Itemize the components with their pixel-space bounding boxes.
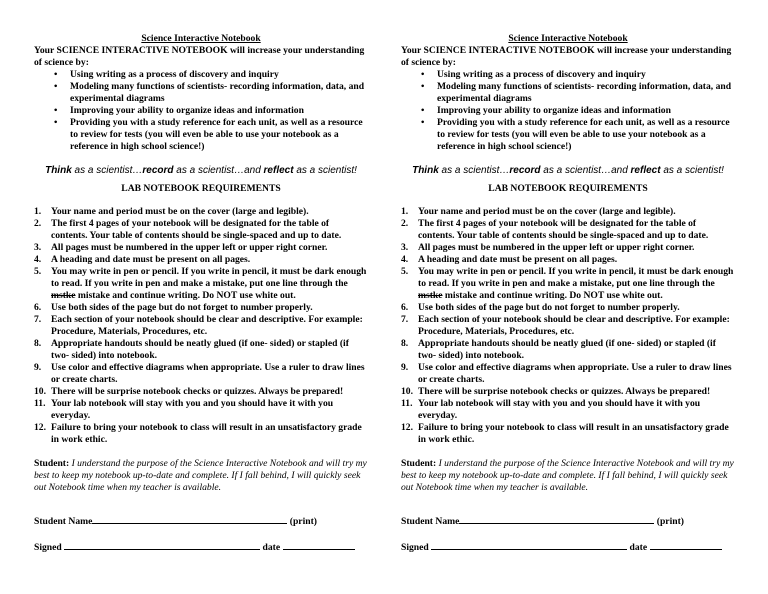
list-item: • Modeling many functions of scientists- recording information, data, and experimental diagrams bbox=[70, 81, 368, 105]
requirement-number: 9. bbox=[401, 362, 409, 373]
requirement-text: Use both sides of the page but do not forget to number properly. bbox=[51, 302, 313, 313]
requirement-text: All pages must be numbered in the upper left or upper right corner. bbox=[418, 242, 695, 253]
list-item: • Providing you with a study reference for each unit, as well as a resource to review for tests (you will even be able to use your notebook as a reference in high school science!) bbox=[70, 117, 368, 153]
requirement-text: Appropriate handouts should be neatly glued (if one- sided) or stapled (if two- sided) into notebook. bbox=[51, 338, 349, 361]
requirement-number: 8. bbox=[401, 338, 409, 349]
list-item: • Modeling many functions of scientists- recording information, data, and experimental diagrams bbox=[437, 81, 735, 105]
benefits-list bbox=[401, 69, 735, 153]
requirement-number: 7. bbox=[401, 314, 409, 325]
signed-label: Signed bbox=[401, 542, 429, 553]
handout-title: Science Interactive Notebook bbox=[508, 33, 628, 44]
requirement-text: Use color and effective diagrams when appropriate. Use a ruler to draw lines or create charts. bbox=[418, 362, 732, 385]
requirement-number: 4. bbox=[34, 254, 42, 265]
requirement-number: 12. bbox=[34, 422, 46, 433]
requirement-item bbox=[401, 266, 735, 302]
struck-word: mstke bbox=[51, 290, 76, 301]
requirement-number: 9. bbox=[34, 362, 42, 373]
requirement-item bbox=[401, 206, 735, 218]
requirement-number: 3. bbox=[401, 242, 409, 253]
requirement-item bbox=[34, 386, 368, 398]
signature-field[interactable] bbox=[64, 540, 260, 550]
motto bbox=[401, 164, 735, 177]
requirement-text: Appropriate handouts should be neatly glued (if one- sided) or stapled (if two- sided) into notebook. bbox=[418, 338, 716, 361]
requirement-text: A heading and date must be present on all pages. bbox=[51, 254, 251, 265]
requirement-text: The first 4 pages of your notebook will be designated for the table of contents. Your table of contents should be single-spaced and up to date. bbox=[51, 218, 342, 241]
student-name-label: Student Name bbox=[401, 516, 460, 527]
motto-record: record bbox=[142, 165, 174, 176]
requirement-number: 11. bbox=[401, 398, 413, 409]
signed-label: Signed bbox=[34, 542, 62, 553]
requirement-item bbox=[401, 254, 735, 266]
requirement-text: Your name and period must be on the cover (large and legible). bbox=[51, 206, 309, 217]
requirement-item bbox=[401, 422, 735, 446]
motto-part2: as a scientist…and bbox=[540, 165, 631, 176]
motto-think: Think bbox=[412, 165, 439, 176]
student-statement bbox=[401, 458, 735, 494]
requirement-number: 8. bbox=[34, 338, 42, 349]
requirement-text: mistake and continue writing. Do NOT use white out. bbox=[442, 290, 663, 301]
requirement-item bbox=[401, 314, 735, 338]
requirement-item bbox=[34, 206, 368, 218]
list-item: • Providing you with a study reference for each unit, as well as a resource to review for tests (you will even be able to use your notebook as a reference in high school science!) bbox=[437, 117, 735, 153]
requirement-item bbox=[34, 422, 368, 446]
requirement-number: 11. bbox=[34, 398, 46, 409]
requirement-item bbox=[34, 314, 368, 338]
benefits-list bbox=[34, 69, 368, 153]
requirement-text: mistake and continue writing. Do NOT use white out. bbox=[75, 290, 296, 301]
date-label: date bbox=[629, 542, 648, 553]
requirement-item bbox=[34, 266, 368, 302]
requirement-item bbox=[401, 218, 735, 242]
requirement-item bbox=[34, 338, 368, 362]
requirement-item bbox=[401, 242, 735, 254]
motto-reflect: reflect bbox=[263, 165, 294, 176]
requirement-text: Your lab notebook will stay with you and you should have it with you everyday. bbox=[51, 398, 334, 421]
student-statement-text: I understand the purpose of the Science Interactive Notebook and will try my best to keep my notebook up-to-date and complete. If I fall behind, I will quickly seek out Notebook time when my teacher is available. bbox=[401, 458, 734, 493]
requirement-text: A heading and date must be present on all pages. bbox=[418, 254, 618, 265]
student-label: Student: bbox=[34, 458, 70, 469]
motto bbox=[34, 164, 368, 177]
signed-row bbox=[34, 540, 368, 554]
motto-record: record bbox=[509, 165, 541, 176]
requirement-number: 7. bbox=[34, 314, 42, 325]
list-item: • Improving your ability to organize ideas and information bbox=[437, 105, 735, 117]
signature-field[interactable] bbox=[431, 540, 627, 550]
requirement-item bbox=[401, 398, 735, 422]
requirement-number: 2. bbox=[401, 218, 409, 229]
student-statement bbox=[34, 458, 368, 494]
student-statement-text: I understand the purpose of the Science Interactive Notebook and will try my best to keep my notebook up-to-date and complete. If I fall behind, I will quickly seek out Notebook time when my teacher is available. bbox=[34, 458, 367, 493]
requirement-number: 3. bbox=[34, 242, 42, 253]
handout-title: Science Interactive Notebook bbox=[141, 33, 261, 44]
requirement-number: 1. bbox=[34, 206, 42, 217]
signed-row bbox=[401, 540, 735, 554]
motto-think: Think bbox=[45, 165, 72, 176]
requirement-item bbox=[401, 338, 735, 362]
requirement-number: 5. bbox=[401, 266, 409, 277]
requirement-text: Your lab notebook will stay with you and you should have it with you everyday. bbox=[418, 398, 701, 421]
student-name-row bbox=[401, 514, 735, 528]
list-item: • Using writing as a process of discovery and inquiry bbox=[437, 69, 735, 81]
requirement-number: 1. bbox=[401, 206, 409, 217]
student-name-row bbox=[34, 514, 368, 528]
date-field[interactable] bbox=[650, 540, 722, 550]
requirement-item bbox=[34, 218, 368, 242]
requirement-text: Failure to bring your notebook to class will result in an unsatisfactory grade in work ethic. bbox=[51, 422, 362, 445]
requirement-item bbox=[34, 242, 368, 254]
requirement-number: 12. bbox=[401, 422, 413, 433]
motto-part3: as a scientist! bbox=[660, 165, 724, 176]
student-label: Student: bbox=[401, 458, 437, 469]
date-field[interactable] bbox=[283, 540, 355, 550]
requirement-item bbox=[34, 398, 368, 422]
requirements-list bbox=[401, 206, 735, 446]
requirement-text: There will be surprise notebook checks or quizzes. Always be prepared! bbox=[418, 386, 711, 397]
handout-left bbox=[34, 33, 368, 554]
requirement-text: You may write in pen or pencil. If you write in pencil, it must be dark enough to read. If you write in pen and make a mistake, put one line through the bbox=[51, 266, 367, 289]
requirement-text: Each section of your notebook should be clear and descriptive. For example: Procedure, Materials, Procedures, etc. bbox=[51, 314, 363, 337]
requirement-number: 10. bbox=[401, 386, 413, 397]
requirement-number: 6. bbox=[401, 302, 409, 313]
requirement-text: Your name and period must be on the cover (large and legible). bbox=[418, 206, 676, 217]
date-label: date bbox=[262, 542, 281, 553]
requirements-list bbox=[34, 206, 368, 446]
student-name-field[interactable] bbox=[459, 514, 654, 524]
motto-reflect: reflect bbox=[630, 165, 661, 176]
requirement-item bbox=[34, 302, 368, 314]
motto-part3: as a scientist! bbox=[293, 165, 357, 176]
requirement-text: Use both sides of the page but do not forget to number properly. bbox=[418, 302, 680, 313]
requirement-number: 6. bbox=[34, 302, 42, 313]
motto-part1: as a scientist… bbox=[438, 165, 510, 176]
requirement-text: You may write in pen or pencil. If you write in pencil, it must be dark enough to read. If you write in pen and make a mistake, put one line through the bbox=[418, 266, 734, 289]
requirement-item bbox=[401, 386, 735, 398]
requirement-text: Use color and effective diagrams when appropriate. Use a ruler to draw lines or create charts. bbox=[51, 362, 365, 385]
requirement-item bbox=[34, 254, 368, 266]
handout-right bbox=[401, 33, 735, 554]
requirements-title: LAB NOTEBOOK REQUIREMENTS bbox=[488, 183, 648, 194]
motto-part1: as a scientist… bbox=[71, 165, 143, 176]
requirements-title: LAB NOTEBOOK REQUIREMENTS bbox=[121, 183, 281, 194]
requirement-number: 5. bbox=[34, 266, 42, 277]
intro-text: Your SCIENCE INTERACTIVE NOTEBOOK will increase your understanding of science by: bbox=[401, 45, 732, 68]
student-name-label: Student Name bbox=[34, 516, 93, 527]
requirement-text: Each section of your notebook should be clear and descriptive. For example: Procedure, Materials, Procedures, etc. bbox=[418, 314, 730, 337]
requirement-number: 4. bbox=[401, 254, 409, 265]
list-item: • Using writing as a process of discovery and inquiry bbox=[70, 69, 368, 81]
print-label: (print) bbox=[289, 516, 317, 527]
requirement-item bbox=[401, 302, 735, 314]
requirement-text: Failure to bring your notebook to class will result in an unsatisfactory grade in work ethic. bbox=[418, 422, 729, 445]
list-item: • Improving your ability to organize ideas and information bbox=[70, 105, 368, 117]
requirement-text: All pages must be numbered in the upper left or upper right corner. bbox=[51, 242, 328, 253]
student-name-field[interactable] bbox=[92, 514, 287, 524]
struck-word: mstke bbox=[418, 290, 443, 301]
requirement-item bbox=[401, 362, 735, 386]
requirement-text: The first 4 pages of your notebook will be designated for the table of contents. Your table of contents should be single-spaced and up to date. bbox=[418, 218, 709, 241]
requirement-number: 10. bbox=[34, 386, 46, 397]
requirement-item bbox=[34, 362, 368, 386]
intro-text: Your SCIENCE INTERACTIVE NOTEBOOK will increase your understanding of science by: bbox=[34, 45, 365, 68]
motto-part2: as a scientist…and bbox=[173, 165, 264, 176]
requirement-text: There will be surprise notebook checks or quizzes. Always be prepared! bbox=[51, 386, 344, 397]
print-label: (print) bbox=[656, 516, 684, 527]
requirement-number: 2. bbox=[34, 218, 42, 229]
